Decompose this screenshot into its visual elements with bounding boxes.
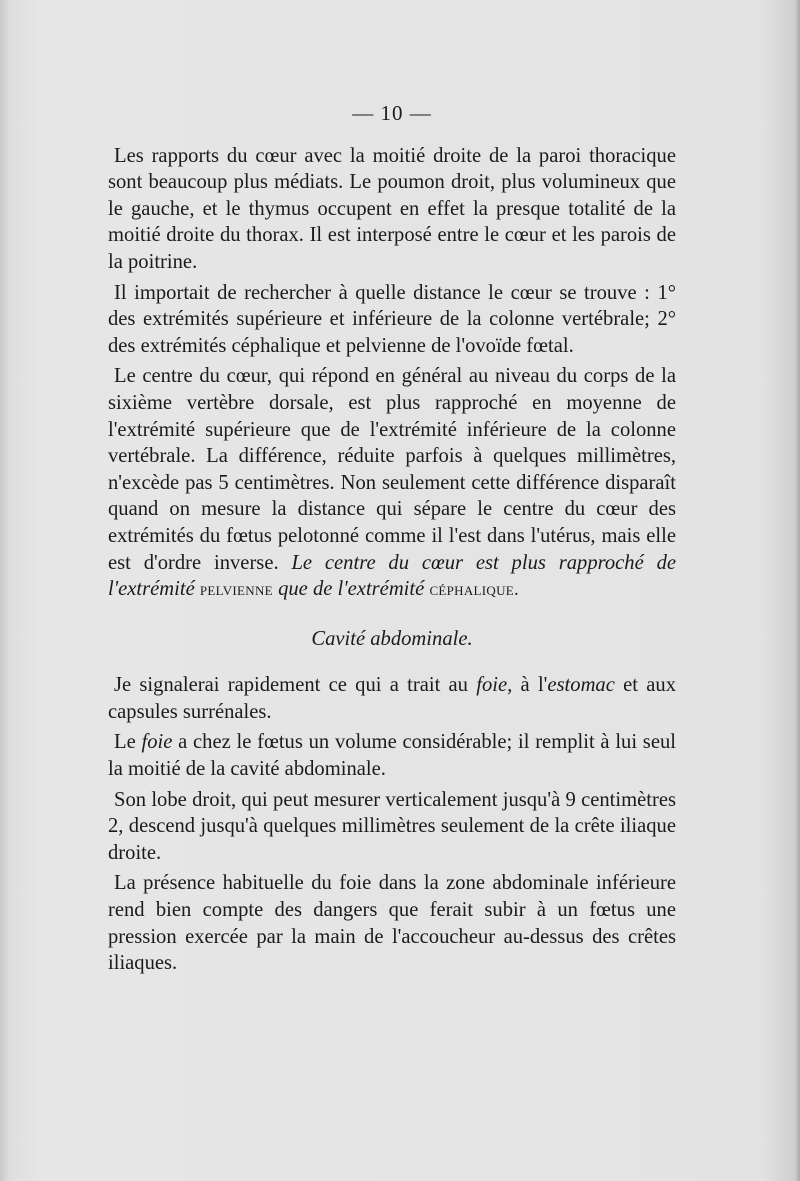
paragraph-liver-presence: La présence habituelle du foie dans la zone abdominale inférieure rend bien compte des dangers que ferait subir à un fœtus une pression exercée par la main de l'accoucheur au-dessus des crêtes iliaques. <box>108 872 676 975</box>
section-title: Cavité abdominale. <box>311 627 473 650</box>
liver-volume-text-b: a chez le fœtus un volume considérable; il remplit à lui seul la moitié de la cavité abdominale. <box>108 731 676 781</box>
paragraph-thoracic-wall: Les rapports du cœur avec la moitié droite de la paroi thoracique sont beaucoup plus médiats. Le poumon droit, plus volumineux que le gauche, et le thymus occupent en effet la presque totalité de la moitié droite du thorax. Il est interposé entre le cœur et les parois de la poitrine. <box>108 144 676 273</box>
liver-volume-text-a: Le <box>114 731 136 754</box>
organs-intro-text-a: Je signalerai rapidement ce qui a trait au <box>114 674 468 697</box>
liver-volume-foie: foie <box>141 731 173 754</box>
heart-center-text: Le centre du cœur, qui répond en général au niveau du corps de la sixième vertèbre dorsale, est plus rapproché en moyenne de l'extrémité supérieure que de l'extrémité inférieure de la colonne vertébrale. La différence, réduite parfois à quelques millimètres, n'excède pas 5 centimètres. Non seulement cette différence disparaît quand on mesure la distance qui sépare le centre du cœur des extrémités du fœtus pelotonné comme il l'est dans l'utérus, mais elle est d'ordre inverse. <box>108 365 676 574</box>
paragraph-liver-volume <box>108 729 676 782</box>
page-text-block <box>108 100 676 981</box>
organs-intro-foie: foie, <box>476 674 513 697</box>
paragraph-right-lobe: Son lobe droit, qui peut mesurer verticalement jusqu'à 9 centimètres 2, descend jusqu'à quelques millimètres seulement de la crête iliaque droite. <box>108 788 676 864</box>
heart-center-italic-2: que de l'extrémité <box>278 578 425 601</box>
paragraph-heart-center <box>108 363 676 603</box>
heart-center-smallcaps-2: céphalique. <box>429 579 520 601</box>
paragraph-organs-intro <box>108 672 676 725</box>
organs-intro-text-b: à l' <box>520 674 548 697</box>
organs-intro-text-c: et aux capsules surrénales. <box>108 674 676 723</box>
heart-center-smallcaps-1: pelvienne <box>199 579 273 601</box>
paragraph-heart-distance: Il importait de rechercher à quelle distance le cœur se trouve : 1° des extrémités supérieure et inférieure de la colonne vertébrale; 2° des extrémités céphalique et pelvienne de l'ovoïde fœtal. <box>108 281 676 357</box>
organs-intro-estomac: estomac <box>547 674 615 697</box>
heart-center-italic-1: Le centre du cœur est plus rapproché de l'extrémité <box>108 551 677 601</box>
page-number: — 10 — <box>352 101 432 125</box>
